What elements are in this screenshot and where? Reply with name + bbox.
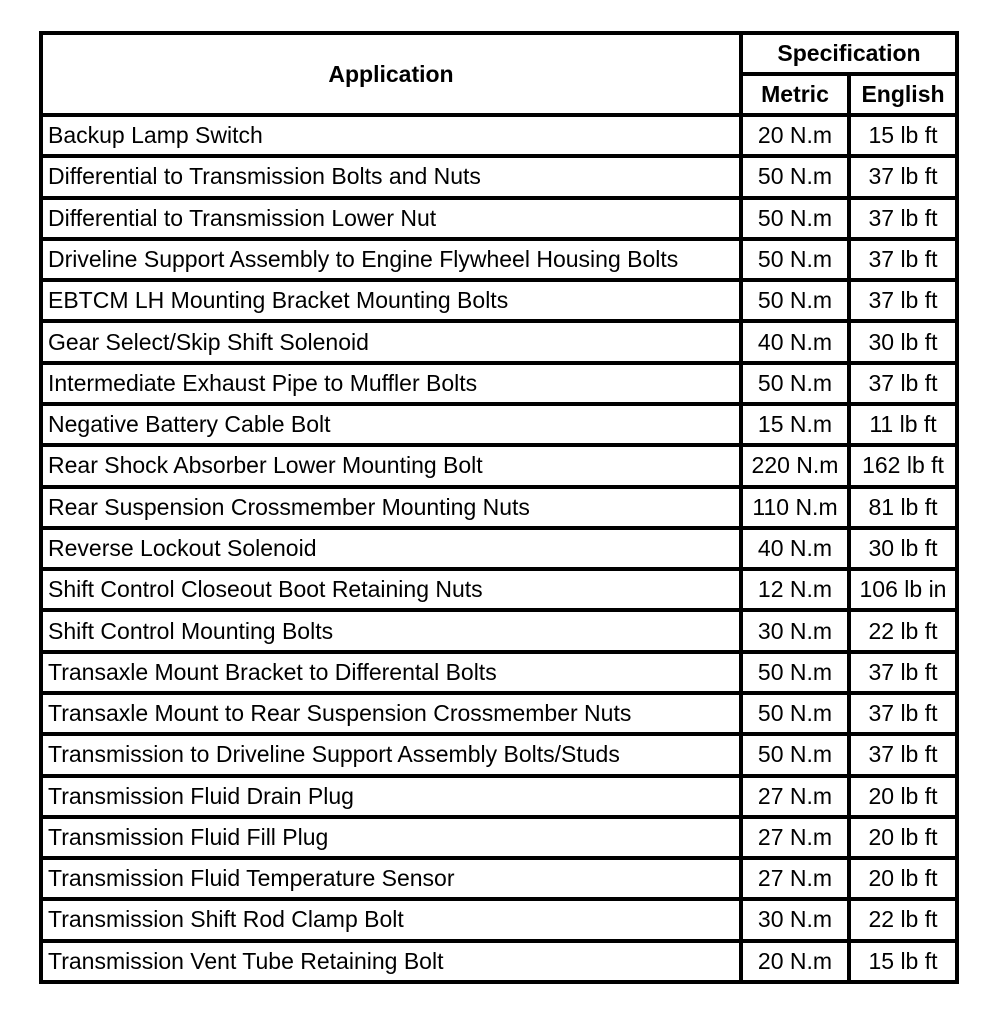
table-row [41, 610, 957, 651]
application-cell: Transaxle Mount Bracket to Differental Bolts [41, 652, 741, 693]
application-cell: Gear Select/Skip Shift Solenoid [41, 321, 741, 362]
table-row [41, 198, 957, 239]
table-row [41, 239, 957, 280]
application-cell: Transmission Fluid Drain Plug [41, 776, 741, 817]
english-cell: 15 lb ft [849, 941, 957, 982]
metric-cell: 50 N.m [741, 363, 849, 404]
english-cell: 37 lb ft [849, 239, 957, 280]
application-cell: Backup Lamp Switch [41, 115, 741, 156]
table-row [41, 858, 957, 899]
application-cell: Negative Battery Cable Bolt [41, 404, 741, 445]
metric-cell: 110 N.m [741, 487, 849, 528]
application-cell: Differential to Transmission Bolts and Nuts [41, 156, 741, 197]
application-cell: Differential to Transmission Lower Nut [41, 198, 741, 239]
english-cell: 37 lb ft [849, 652, 957, 693]
application-cell: Driveline Support Assembly to Engine Flywheel Housing Bolts [41, 239, 741, 280]
application-cell: Transmission Fluid Temperature Sensor [41, 858, 741, 899]
metric-cell: 50 N.m [741, 198, 849, 239]
metric-cell: 20 N.m [741, 941, 849, 982]
table-row [41, 734, 957, 775]
metric-cell: 50 N.m [741, 693, 849, 734]
torque-spec-table [39, 31, 959, 984]
application-cell: Transmission Shift Rod Clamp Bolt [41, 899, 741, 940]
application-cell: Intermediate Exhaust Pipe to Muffler Bolts [41, 363, 741, 404]
metric-header: Metric [741, 74, 849, 115]
metric-cell: 50 N.m [741, 652, 849, 693]
table-row [41, 899, 957, 940]
english-cell: 37 lb ft [849, 280, 957, 321]
application-cell: Transmission to Driveline Support Assembly Bolts/Studs [41, 734, 741, 775]
table-row [41, 363, 957, 404]
metric-cell: 27 N.m [741, 776, 849, 817]
table-row [41, 404, 957, 445]
table-row [41, 280, 957, 321]
application-cell: Reverse Lockout Solenoid [41, 528, 741, 569]
english-cell: 11 lb ft [849, 404, 957, 445]
english-cell: 106 lb in [849, 569, 957, 610]
application-cell: Shift Control Closeout Boot Retaining Nuts [41, 569, 741, 610]
english-cell: 20 lb ft [849, 817, 957, 858]
metric-cell: 50 N.m [741, 280, 849, 321]
metric-cell: 30 N.m [741, 610, 849, 651]
metric-cell: 50 N.m [741, 734, 849, 775]
english-cell: 162 lb ft [849, 445, 957, 486]
english-cell: 81 lb ft [849, 487, 957, 528]
english-header: English [849, 74, 957, 115]
table-body [41, 115, 957, 982]
english-cell: 22 lb ft [849, 899, 957, 940]
table-row [41, 652, 957, 693]
english-cell: 37 lb ft [849, 734, 957, 775]
metric-cell: 27 N.m [741, 858, 849, 899]
metric-cell: 40 N.m [741, 528, 849, 569]
table-row [41, 693, 957, 734]
metric-cell: 27 N.m [741, 817, 849, 858]
metric-cell: 50 N.m [741, 156, 849, 197]
english-cell: 30 lb ft [849, 528, 957, 569]
application-header: Application [41, 33, 741, 115]
metric-cell: 220 N.m [741, 445, 849, 486]
application-cell: Rear Suspension Crossmember Mounting Nuts [41, 487, 741, 528]
english-cell: 20 lb ft [849, 776, 957, 817]
metric-cell: 30 N.m [741, 899, 849, 940]
table-row [41, 528, 957, 569]
application-cell: Transaxle Mount to Rear Suspension Crossmember Nuts [41, 693, 741, 734]
table-row [41, 115, 957, 156]
english-cell: 37 lb ft [849, 198, 957, 239]
metric-cell: 20 N.m [741, 115, 849, 156]
application-cell: Rear Shock Absorber Lower Mounting Bolt [41, 445, 741, 486]
english-cell: 30 lb ft [849, 321, 957, 362]
header-row-top [41, 33, 957, 74]
metric-cell: 15 N.m [741, 404, 849, 445]
table-row [41, 817, 957, 858]
table-header [41, 33, 957, 115]
table-row [41, 941, 957, 982]
specification-header: Specification [741, 33, 957, 74]
application-cell: Shift Control Mounting Bolts [41, 610, 741, 651]
english-cell: 22 lb ft [849, 610, 957, 651]
english-cell: 15 lb ft [849, 115, 957, 156]
metric-cell: 50 N.m [741, 239, 849, 280]
table-row [41, 776, 957, 817]
application-cell: Transmission Fluid Fill Plug [41, 817, 741, 858]
table-row [41, 321, 957, 362]
table-row [41, 445, 957, 486]
english-cell: 20 lb ft [849, 858, 957, 899]
english-cell: 37 lb ft [849, 363, 957, 404]
metric-cell: 12 N.m [741, 569, 849, 610]
table-row [41, 487, 957, 528]
table-row [41, 569, 957, 610]
application-cell: Transmission Vent Tube Retaining Bolt [41, 941, 741, 982]
table-row [41, 156, 957, 197]
metric-cell: 40 N.m [741, 321, 849, 362]
application-cell: EBTCM LH Mounting Bracket Mounting Bolts [41, 280, 741, 321]
english-cell: 37 lb ft [849, 693, 957, 734]
english-cell: 37 lb ft [849, 156, 957, 197]
